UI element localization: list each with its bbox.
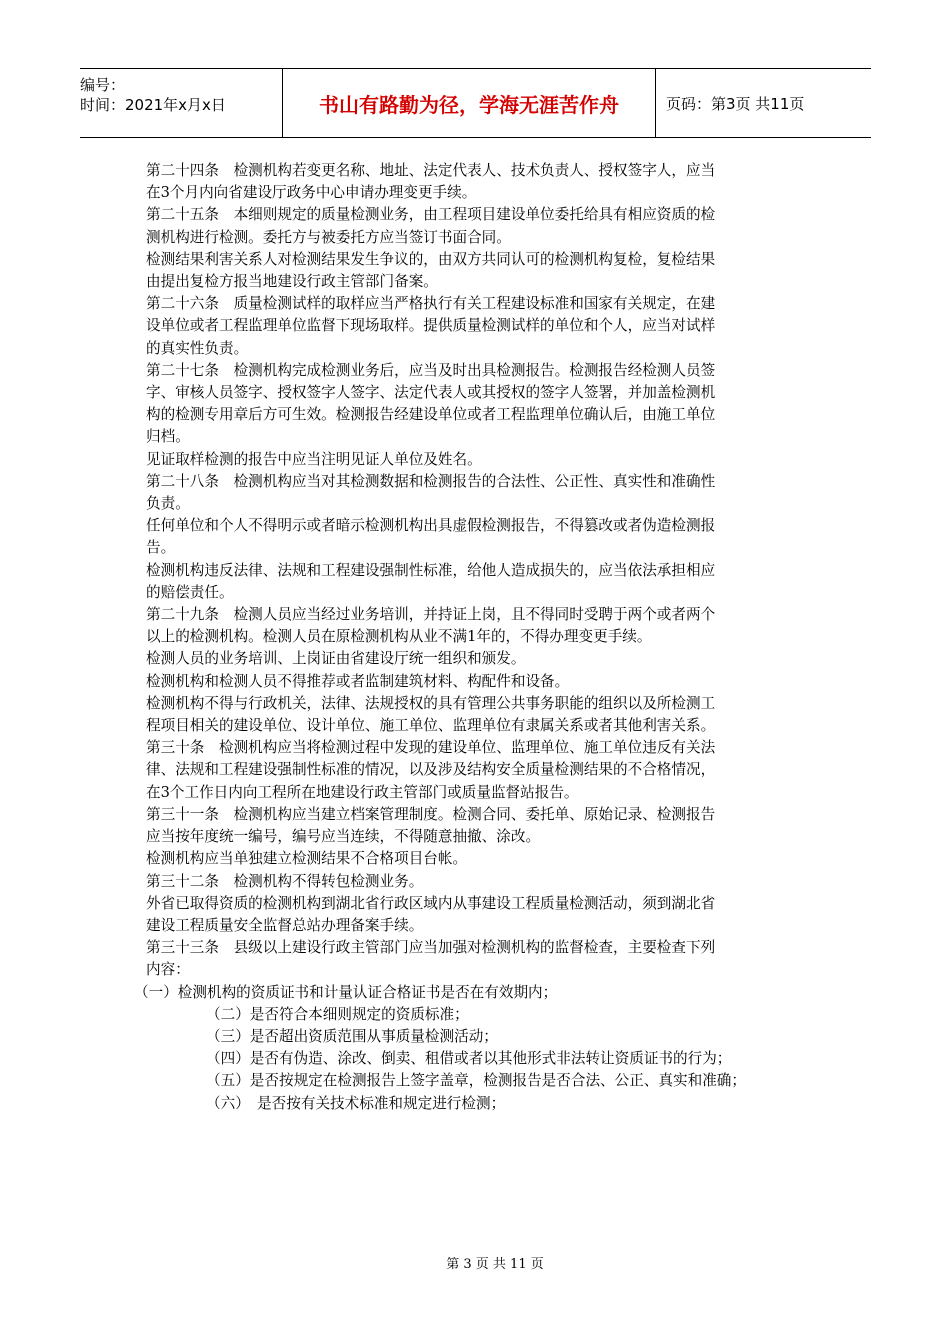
body-line: 律、法规和工程建设强制性标准的情况，以及涉及结构安全质量检测结果的不合格情况， <box>146 761 716 779</box>
page-header <box>80 68 871 138</box>
body-line: 检测机构应当单独建立检测结果不合格项目台帐。 <box>146 850 468 868</box>
list-item: （一）检测机构的资质证书和计量认证合格证书是否在有效期内； <box>134 983 558 1001</box>
body-line: 第二十八条 检测机构应当对其检测数据和检测报告的合法性、公正性、真实性和准确性 <box>146 472 716 490</box>
body-line: 字、审核人员签字、授权签字人签字、法定代表人或其授权的签字人签署，并加盖检测机 <box>146 384 716 402</box>
list-item: （四）是否有伪造、涂改、倒卖、租借或者以其他形式非法转让资质证书的行为； <box>206 1050 732 1068</box>
body-line: 以上的检测机构。检测人员在原检测机构从业不满1年的，不得办理变更手续。 <box>146 628 652 646</box>
body-line: 检测机构和检测人员不得推荐或者监制建筑材料、构配件和设备。 <box>146 672 570 690</box>
body-line: 检测机构不得与行政机关，法律、法规授权的具有管理公共事务职能的组织以及所检测工 <box>146 694 716 712</box>
body-line: 设单位或者工程监理单位监督下现场取样。提供质量检测试样的单位和个人，应当对试样 <box>146 317 716 335</box>
list-item: （三）是否超出资质范围从事质量检测活动； <box>206 1027 498 1045</box>
body-line: 归档。 <box>146 428 190 446</box>
body-line: 程项目相关的建设单位、设计单位、施工单位、监理单位有隶属关系或者其他利害关系。 <box>146 717 716 735</box>
body-line: 检测结果利害关系人对检测结果发生争议的，由双方共同认可的检测机构复检，复检结果 <box>146 250 716 268</box>
body-line: 在3个工作日内向工程所在地建设行政主管部门或质量监督站报告。 <box>146 783 579 801</box>
list-item: （六） 是否按有关技术标准和规定进行检测； <box>206 1094 506 1112</box>
body-line: 第三十一条 检测机构应当建立档案管理制度。检测合同、委托单、原始记录、检测报告 <box>146 805 716 823</box>
body-line: 构的检测专用章后方可生效。检测报告经建设单位或者工程监理单位确认后，由施工单位 <box>146 406 716 424</box>
header-page-label: 页码：第3页 共11页 <box>666 94 805 113</box>
body-line: 见证取样检测的报告中应当注明见证人单位及姓名。 <box>146 450 482 468</box>
body-line: 第三十条 检测机构应当将检测过程中发现的建设单位、监理单位、施工单位违反有关法 <box>146 739 716 757</box>
body-line: 由提出复检方报当地建设行政主管部门备案。 <box>146 273 438 291</box>
body-line: 的赔偿责任。 <box>146 583 234 601</box>
body-line: 内容： <box>146 961 190 979</box>
body-line: 检测人员的业务培训、上岗证由省建设厅统一组织和颁发。 <box>146 650 526 668</box>
body-line: 的真实性负责。 <box>146 339 249 357</box>
body-line: 第二十五条 本细则规定的质量检测业务，由工程项目建设单位委托给具有相应资质的检 <box>146 206 716 224</box>
page-footer: 第 3 页 共 11 页 <box>446 1257 544 1272</box>
body-line: 外省已取得资质的检测机构到湖北省行政区域内从事建设工程质量检测活动，须到湖北省 <box>146 894 716 912</box>
body-line: 第二十九条 检测人员应当经过业务培训，并持证上岗，且不得同时受聘于两个或者两个 <box>146 606 716 624</box>
list-item: （五）是否按规定在检测报告上签字盖章，检测报告是否合法、公正、真实和准确； <box>206 1072 746 1090</box>
document-date-label: 时间：2021年x月x日 <box>80 96 226 114</box>
list-item: （二）是否符合本细则规定的资质标准； <box>206 1005 469 1023</box>
header-meta <box>80 69 283 137</box>
document-body <box>134 160 806 1115</box>
body-line: 第二十七条 检测机构完成检测业务后，应当及时出具检测报告。检测报告经检测人员签 <box>146 361 716 379</box>
body-line: 检测机构违反法律、法规和工程建设强制性标准，给他人造成损失的，应当依法承担相应 <box>146 561 716 579</box>
body-line: 第三十三条 县级以上建设行政主管部门应当加强对检测机构的监督检查，主要检查下列 <box>146 939 716 957</box>
body-line: 建设工程质量安全监督总站办理备案手续。 <box>146 916 424 934</box>
body-line: 负责。 <box>146 495 190 513</box>
body-line: 在3个月内向省建设厅政务中心申请办理变更手续。 <box>146 184 477 202</box>
body-line: 第二十六条 质量检测试样的取样应当严格执行有关工程建设标准和国家有关规定，在建 <box>146 295 716 313</box>
body-line: 测机构进行检测。委托方与被委托方应当签订书面合同。 <box>146 228 511 246</box>
body-line: 任何单位和个人不得明示或者暗示检测机构出具虚假检测报告，不得篡改或者伪造检测报 <box>146 517 716 535</box>
header-motto: 书山有路勤为径，学海无涯苦作舟 <box>283 69 656 137</box>
document-number-label: 编号： <box>80 76 126 94</box>
body-line: 告。 <box>146 539 176 557</box>
body-line: 第三十二条 检测机构不得转包检测业务。 <box>146 872 424 890</box>
body-line: 应当按年度统一编号，编号应当连续，不得随意抽撤、涂改。 <box>146 828 541 846</box>
body-line: 第二十四条 检测机构若变更名称、地址、法定代表人、技术负责人、授权签字人，应当 <box>146 162 716 179</box>
